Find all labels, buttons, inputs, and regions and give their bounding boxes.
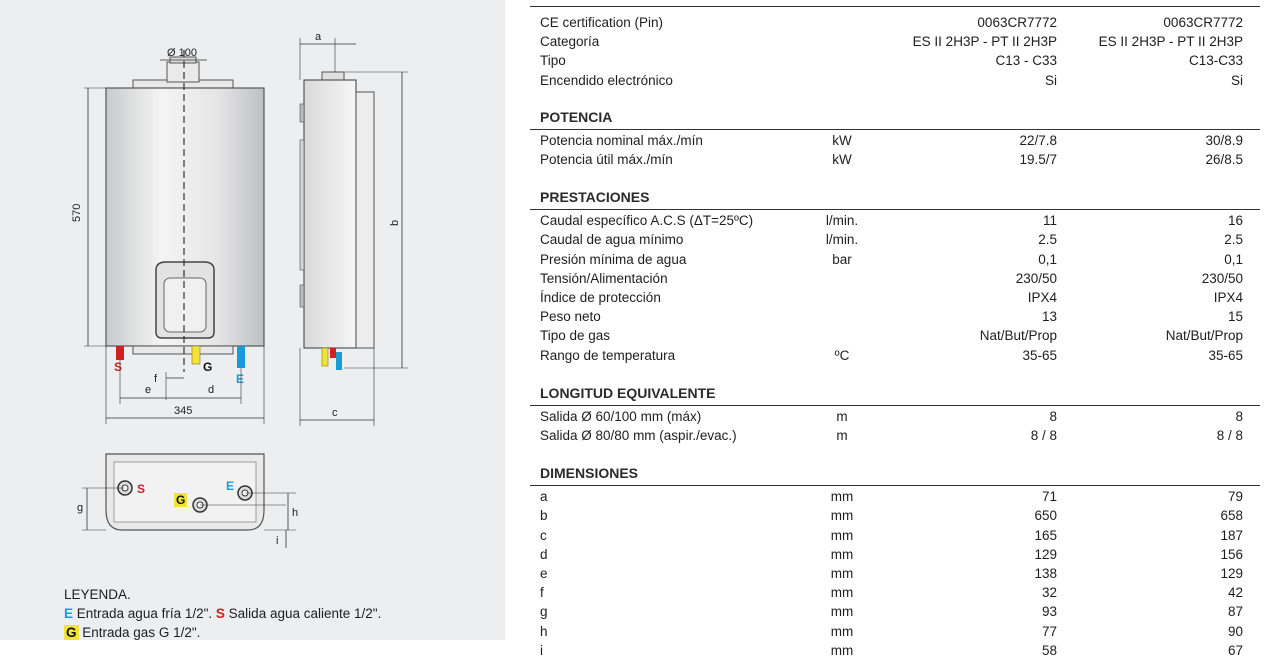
row-label: b	[540, 508, 548, 524]
row-unit: mm	[830, 623, 854, 639]
table-row	[530, 250, 1260, 269]
table-row	[530, 269, 1260, 288]
legend-S-text: Salida agua caliente 1/2".	[224, 606, 382, 621]
legend	[64, 585, 494, 642]
front-label-E: E	[236, 372, 245, 386]
row-unit: l/min.	[825, 213, 859, 229]
technical-diagram	[0, 0, 505, 640]
row-value-model-2: C13-C33	[1188, 53, 1243, 69]
table-row	[530, 150, 1260, 169]
section-title-prestaciones: PRESTACIONES	[540, 189, 650, 206]
row-value-model-2: 187	[1220, 527, 1243, 543]
row-value-model-1: 19.5/7	[1019, 152, 1057, 167]
front-view	[71, 47, 264, 424]
dim-g-label: g	[77, 502, 84, 514]
row-unit: mm	[830, 489, 854, 505]
table-row	[530, 602, 1260, 621]
dim-c-label: c	[332, 407, 338, 419]
legend-S-letter: S	[215, 606, 225, 621]
row-label: Tensión/Alimentación	[540, 270, 668, 286]
row-label: Categoría	[540, 34, 600, 50]
row-unit: kW	[832, 152, 852, 167]
table-row	[530, 583, 1260, 602]
legend-line-water	[64, 604, 494, 623]
row-unit: mm	[830, 642, 854, 658]
row-unit: bar	[832, 251, 852, 267]
front-label-G: G	[203, 360, 213, 374]
row-value-model-1: 11	[1042, 213, 1057, 229]
bottom-view	[77, 454, 298, 548]
row-unit: ºC	[834, 347, 850, 363]
bottom-label-G: G	[176, 493, 186, 507]
row-value-model-2: 30/8.9	[1205, 132, 1243, 148]
row-value-model-1: 0,1	[1038, 251, 1057, 267]
row-value-model-2: 90	[1227, 623, 1243, 639]
row-unit: kW	[832, 132, 852, 148]
row-unit: mm	[830, 508, 854, 524]
section-rule	[530, 405, 1260, 406]
row-value-model-1: 71	[1041, 489, 1057, 505]
header-row	[530, 51, 1260, 70]
table-row	[530, 622, 1260, 641]
dim-d-label: d	[208, 384, 215, 396]
row-value-model-1: Nat/But/Prop	[979, 328, 1057, 344]
table-row	[530, 506, 1260, 525]
row-label: Encendido electrónico	[540, 72, 673, 88]
row-value-model-2: 0,1	[1224, 251, 1243, 267]
flue-pipe	[167, 62, 199, 82]
table-row	[530, 545, 1260, 564]
row-value-model-1: 32	[1041, 585, 1057, 601]
side-front-panel	[356, 92, 374, 348]
row-value-model-2: 87	[1227, 604, 1243, 620]
row-label: c	[540, 527, 547, 543]
hot-water-pipe	[116, 346, 124, 360]
section-title-dimensiones: DIMENSIONES	[540, 465, 639, 482]
row-label: Rango de temperatura	[540, 347, 676, 363]
row-unit: m	[836, 428, 848, 443]
row-label: Índice de protección	[540, 290, 661, 305]
row-value-model-2: 129	[1220, 566, 1243, 581]
table-row	[530, 526, 1260, 545]
row-value-model-2: 26/8.5	[1205, 152, 1243, 167]
dim-h-label: h	[292, 507, 299, 519]
row-label: Salida Ø 80/80 mm (aspir./evac.)	[540, 428, 737, 443]
dim-e-label: e	[145, 384, 152, 396]
row-value-model-2: 0063CR7772	[1163, 15, 1243, 30]
cold-water-pipe	[237, 346, 245, 368]
section-title-potencia: POTENCIA	[540, 108, 613, 125]
dim-a-label: a	[315, 31, 322, 43]
heater-body-side	[304, 80, 356, 348]
row-label: g	[540, 604, 548, 620]
row-value-model-2: 15	[1227, 309, 1243, 325]
legend-G-letter: G	[66, 625, 77, 640]
row-value-model-2: 42	[1227, 585, 1243, 601]
row-value-model-2: 67	[1227, 642, 1243, 658]
table-row	[530, 407, 1260, 426]
row-unit: l/min.	[825, 232, 859, 248]
row-value-model-1: 8 / 8	[1030, 428, 1057, 443]
row-value-model-1: 129	[1034, 546, 1057, 562]
control-window-inner	[164, 278, 206, 332]
row-unit: mm	[830, 566, 854, 581]
gas-pipe	[192, 346, 200, 364]
section-rule	[530, 485, 1260, 486]
row-label: a	[540, 489, 548, 505]
row-value-model-2: 79	[1227, 489, 1243, 505]
header-row	[530, 32, 1260, 51]
width-label: 345	[174, 405, 193, 417]
row-label: h	[540, 623, 548, 639]
table-row	[530, 564, 1260, 583]
row-value-model-2: 658	[1220, 508, 1243, 524]
dim-i-label: i	[276, 535, 279, 547]
front-label-S: S	[114, 360, 123, 374]
table-row	[530, 326, 1260, 345]
row-value-model-1: 35-65	[1022, 347, 1057, 363]
header-row	[530, 13, 1260, 32]
bottom-label-S: S	[137, 482, 146, 496]
row-value-model-1: 58	[1041, 642, 1057, 658]
table-row	[530, 230, 1260, 249]
row-unit: mm	[830, 527, 854, 543]
diameter-label: Ø 100	[167, 47, 197, 59]
row-label: f	[540, 585, 544, 601]
section-rule	[530, 209, 1260, 210]
height-label: 570	[71, 203, 83, 222]
header-row	[530, 71, 1260, 90]
section-title-longitud-equivalente: LONGITUD EQUIVALENTE	[540, 384, 716, 401]
row-value-model-2: 8	[1235, 408, 1243, 424]
row-unit: mm	[830, 546, 854, 562]
row-label: i	[540, 642, 543, 658]
row-value-model-2: Nat/But/Prop	[1165, 328, 1243, 344]
row-label: Caudal de agua mínimo	[540, 232, 684, 248]
row-value-model-1: IPX4	[1027, 290, 1057, 305]
row-label: Salida Ø 60/100 mm (máx)	[540, 408, 702, 424]
row-value-model-2: 8 / 8	[1216, 428, 1243, 443]
section-rule	[530, 129, 1260, 130]
row-label: CE certification (Pin)	[540, 15, 664, 30]
table-row	[530, 641, 1260, 660]
row-label: Potencia nominal máx./mín	[540, 132, 703, 148]
bottom-bracket	[133, 346, 233, 354]
table-row	[530, 211, 1260, 230]
row-value-model-1: 650	[1034, 508, 1057, 524]
row-unit: m	[836, 408, 848, 424]
table-row	[530, 131, 1260, 150]
row-value-model-2: IPX4	[1213, 290, 1243, 305]
table-row	[530, 288, 1260, 307]
row-label: d	[540, 546, 548, 562]
row-value-model-1: 230/50	[1015, 270, 1057, 286]
row-label: Tipo	[540, 53, 566, 69]
row-value-model-1: 165	[1034, 527, 1057, 543]
row-label: Caudal específico A.C.S (ΔT=25ºC)	[540, 213, 754, 229]
row-label: Presión mínima de agua	[540, 251, 687, 267]
legend-line-gas	[64, 623, 494, 642]
row-value-model-1: 77	[1041, 623, 1057, 639]
row-label: Tipo de gas	[540, 328, 611, 344]
dim-b-label: b	[389, 219, 401, 226]
row-value-model-1: ES II 2H3P - PT II 2H3P	[912, 34, 1057, 50]
row-value-model-2: ES II 2H3P - PT II 2H3P	[1098, 34, 1243, 50]
row-value-model-1: Si	[1044, 72, 1057, 88]
row-value-model-2: 16	[1227, 213, 1243, 229]
row-value-model-2: 35-65	[1208, 347, 1243, 363]
diagram-panel	[0, 0, 505, 640]
row-value-model-2: 156	[1220, 546, 1243, 562]
side-hot-pipe	[330, 348, 336, 358]
row-unit: mm	[830, 585, 854, 601]
side-flue	[322, 72, 344, 80]
dim-f-label: f	[154, 373, 158, 385]
legend-G-text: Entrada gas G 1/2".	[78, 625, 201, 640]
side-view	[300, 31, 408, 426]
bottom-label-E: E	[226, 479, 235, 493]
side-gas-pipe	[322, 348, 328, 366]
table-row	[530, 346, 1260, 365]
row-label: Peso neto	[540, 309, 601, 325]
table-row	[530, 426, 1260, 445]
row-unit: mm	[830, 604, 854, 620]
row-label: Potencia útil máx./mín	[540, 152, 673, 167]
row-value-model-1: 93	[1041, 604, 1057, 620]
table-row	[530, 307, 1260, 326]
legend-title: LEYENDA.	[64, 587, 131, 602]
legend-E-letter: E	[64, 606, 74, 621]
row-value-model-1: 138	[1034, 566, 1057, 581]
row-value-model-2: 230/50	[1201, 270, 1243, 286]
row-value-model-1: 22/7.8	[1019, 132, 1057, 148]
row-label: e	[540, 566, 548, 581]
row-value-model-2: 2.5	[1224, 232, 1243, 248]
side-cold-pipe	[336, 352, 342, 370]
row-value-model-2: Si	[1230, 72, 1243, 88]
table-row	[530, 487, 1260, 506]
row-value-model-1: 2.5	[1038, 232, 1057, 248]
row-value-model-1: 8	[1049, 408, 1057, 424]
row-value-model-1: C13 - C33	[995, 53, 1057, 69]
legend-E-text: Entrada agua fría 1/2".	[73, 606, 216, 621]
row-value-model-1: 13	[1041, 309, 1057, 325]
row-value-model-1: 0063CR7772	[977, 15, 1057, 30]
top-rule	[530, 6, 1260, 7]
